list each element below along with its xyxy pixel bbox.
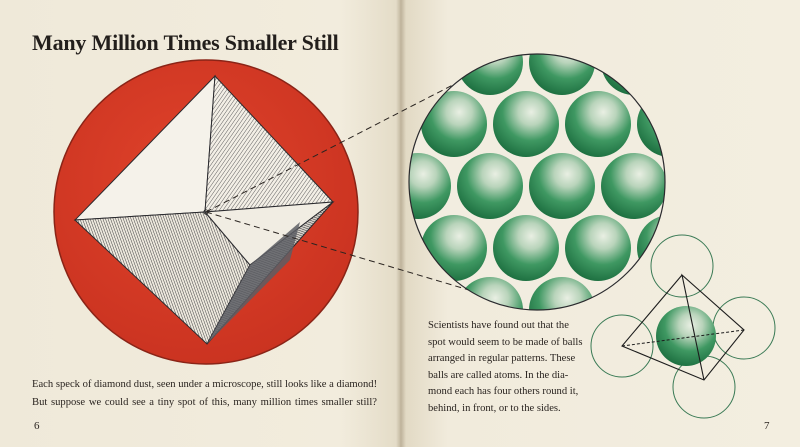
right-caption-line: arranged in regular patterns. These xyxy=(428,353,576,364)
atom-sphere xyxy=(529,29,595,95)
right-caption xyxy=(428,318,588,417)
right-caption-line: spot would seem to be made of balls xyxy=(428,336,583,348)
atom-sphere xyxy=(493,91,559,157)
atom-sphere xyxy=(385,29,451,95)
atom-sphere xyxy=(565,215,631,281)
atom-sphere xyxy=(709,339,775,405)
atom-sphere xyxy=(349,0,415,33)
left-caption-line: Each speck of diamond dust, seen under a microscope, still looks like a diamond! xyxy=(32,379,378,390)
atom-sphere xyxy=(493,215,559,281)
atom-sphere xyxy=(637,91,703,157)
atom-sphere xyxy=(709,215,775,281)
atom-sphere xyxy=(745,277,800,343)
atom-sphere xyxy=(637,0,703,33)
atom-sphere xyxy=(349,91,415,157)
right-caption-line: Scientists have found out that the xyxy=(428,320,569,331)
atom-sphere xyxy=(529,153,595,219)
atom-sphere xyxy=(421,91,487,157)
page-title: Many Million Times Smaller Still xyxy=(32,30,339,55)
outer-atom-circle-right xyxy=(713,297,775,359)
atom-sphere xyxy=(781,91,800,157)
atom-sphere xyxy=(385,153,451,219)
right-caption-line: mond each has four others round it, xyxy=(428,386,579,397)
atom-sphere xyxy=(601,153,667,219)
outer-atom-circle-top xyxy=(651,235,713,297)
page-number-right: 7 xyxy=(764,420,770,432)
page-number-left: 6 xyxy=(34,420,40,432)
atom-sphere xyxy=(493,0,559,33)
atom-sphere xyxy=(673,29,739,95)
left-caption-line: But suppose we could see a tiny spot of this, many million times smaller still? xyxy=(32,397,377,408)
right-caption-line: balls are called atoms. In the dia- xyxy=(428,369,569,381)
atom-sphere xyxy=(349,215,415,281)
atom-sphere xyxy=(565,91,631,157)
atom-sphere xyxy=(421,0,487,33)
atom-sphere xyxy=(565,0,631,33)
atom-sphere xyxy=(421,215,487,281)
central-atom xyxy=(656,306,716,366)
atom-sphere xyxy=(709,91,775,157)
right-caption-line: behind, in front, or to the sides. xyxy=(428,402,561,414)
atom-sphere xyxy=(781,339,800,405)
atom-sphere xyxy=(745,29,800,95)
atom-sphere xyxy=(709,0,775,33)
atom-sphere xyxy=(673,153,739,219)
atom-sphere xyxy=(457,153,523,219)
atom-sphere xyxy=(601,29,667,95)
atom-sphere xyxy=(781,215,800,281)
atom-sphere xyxy=(745,153,800,219)
left-caption xyxy=(32,376,377,412)
atom-sphere xyxy=(781,0,800,33)
atom-sphere xyxy=(457,29,523,95)
